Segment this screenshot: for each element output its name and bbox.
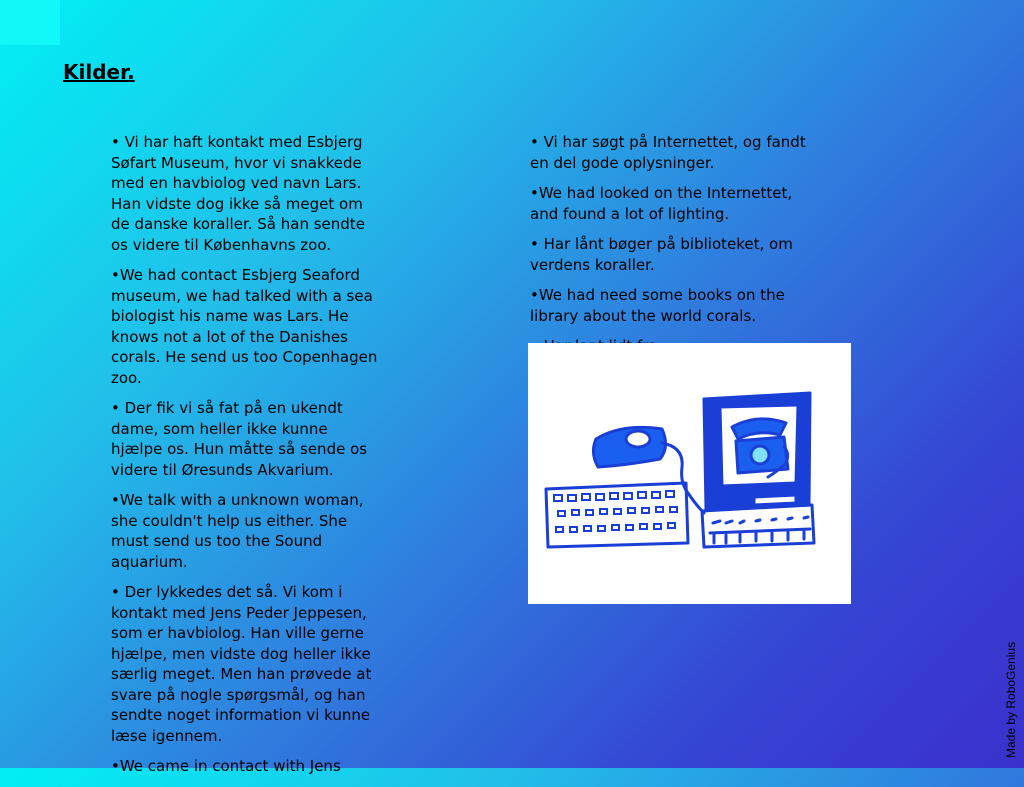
paragraph: • Vi har søgt på Internettet, og fandt en del gode oplysninger. — [530, 133, 806, 172]
corner-square — [0, 0, 60, 45]
paragraph: •We had need some books on the library about the world corals. — [530, 286, 785, 325]
paragraph: •We talk with a unknown woman, she couldn't help us either. She must send us too the Sound aquarium. — [111, 491, 364, 571]
credit-text: Made by RoboGenius — [1004, 641, 1018, 758]
page-title: Kilder. — [63, 60, 135, 84]
paragraph: • Der fik vi så fat på en ukendt dame, som heller ikke kunne hjælpe os. Hun måtte så sende os videre til Øresunds Akvarium. — [111, 399, 368, 479]
paragraph: •We had contact Esbjerg Seaford museum, we had talked with a sea biologist his name was Lars. He knows not a lot of the Danishes corals. He send us too Copenhagen zoo. — [111, 266, 378, 387]
computer-drawing-image — [528, 343, 851, 604]
paragraph: •We came in contact with Jens — [111, 757, 341, 775]
computer-and-telephone-drawing-icon — [528, 343, 851, 604]
paragraph: • Vi har haft kontakt med Esbjerg Søfart Museum, hvor vi snakkede med en havbiolog ved navn Lars. Han vidste dog ikke så meget om de danske koraller. Så han sendte os videre til Københavns zoo. — [111, 133, 365, 254]
paragraph: • Har lånt bøger på biblioteket, om verdens koraller. — [530, 235, 793, 274]
paragraph: • Der lykkedes det så. Vi kom i kontakt med Jens Peder Jeppesen, som er havbiolog. Han ville gerne hjælpe, men vidste dog heller ikke særlig meget. Men han prøvede at svare på nogle spørgsmål, og han sendte noget information vi kunne læse igennem. — [111, 583, 372, 745]
paragraph: •We had looked on the Internettet, and found a lot of lighting. — [530, 184, 793, 223]
right-text-column — [530, 132, 810, 367]
left-text-column — [111, 132, 383, 787]
